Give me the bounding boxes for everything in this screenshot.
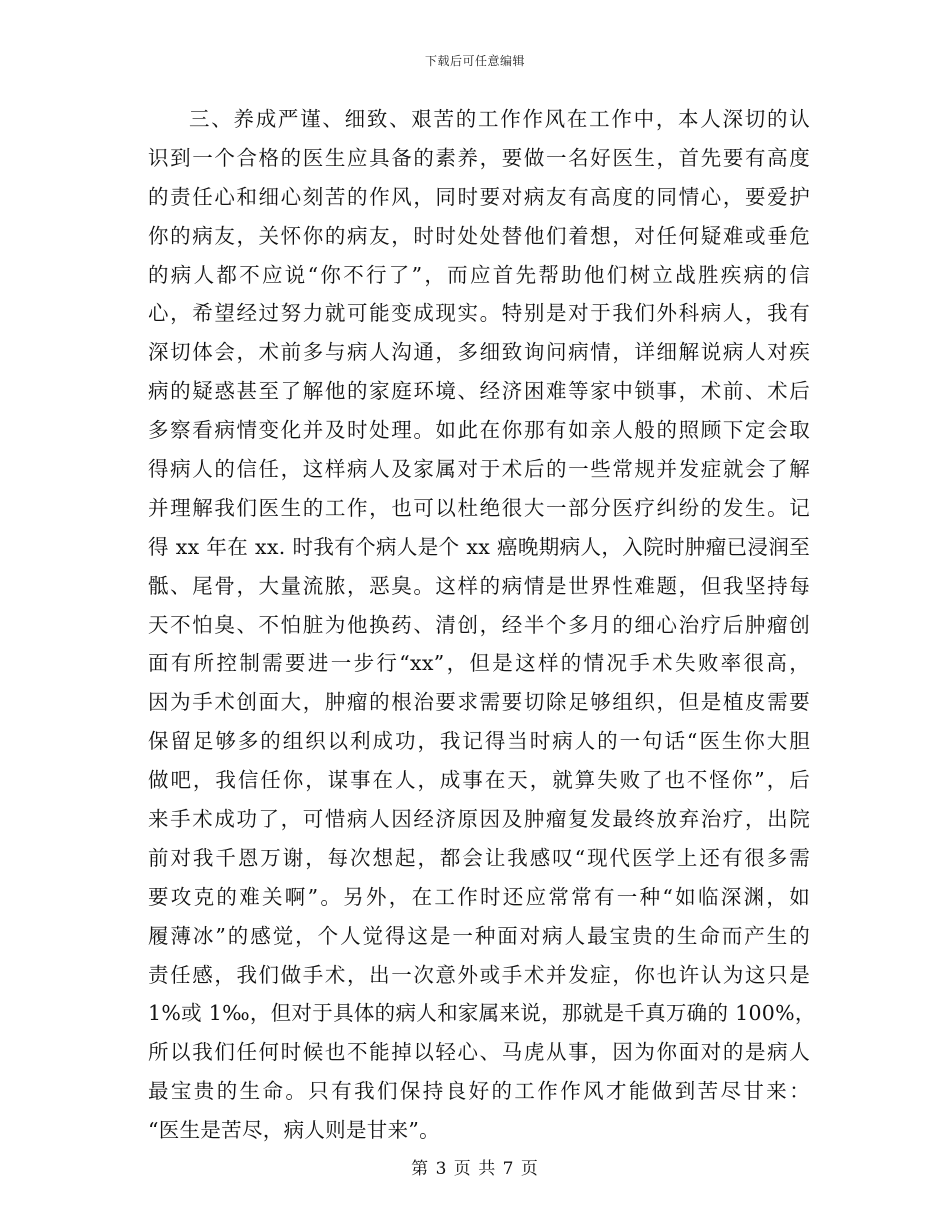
- text-line: 要攻克的难关啊”。另外，在工作时还应常常有一种“如临深渊，如: [148, 884, 810, 909]
- text-line: 得病人的信任，这样病人及家属对于术后的一些常规并发症就会了解: [148, 457, 810, 482]
- text-line: 最宝贵的生命。只有我们保持良好的工作作风才能做到苦尽甘来：: [148, 1079, 810, 1104]
- text-line: “医生是苦尽，病人则是甘来”。: [148, 1118, 440, 1143]
- text-line: 病的疑惑甚至了解他的家庭环境、经济困难等家中锁事，术前、术后: [148, 379, 810, 404]
- text-line: 多察看病情变化并及时处理。如此在你那有如亲人般的照顾下定会取: [148, 418, 810, 443]
- text-line: 三、养成严谨、细致、艰苦的工作作风在工作中，本人深切的认: [189, 107, 810, 131]
- text-line: 的责任心和细心刻苦的作风，同时要对病友有高度的同情心，要爱护: [148, 184, 810, 209]
- text-line: 责任感，我们做手术，出一次意外或手术并发症，你也许认为这只是: [148, 962, 810, 987]
- text-line: 所以我们任何时候也不能掉以轻心、马虎从事，因为你面对的是病人: [148, 1040, 810, 1065]
- text-line: 并理解我们医生的工作，也可以杜绝很大一部分医疗纠纷的发生。记: [148, 495, 810, 520]
- page-header: 下载后可任意编辑: [424, 54, 525, 68]
- text-line: 天不怕臭、不怕脏为他换药、清创，经半个多月的细心治疗后肿瘤创: [148, 612, 810, 637]
- text-line: 因为手术创面大，肿瘤的根治要求需要切除足够组织，但是植皮需要: [148, 690, 810, 715]
- text-line: 来手术成功了，可惜病人因经济原因及肿瘤复发最终放弃治疗，出院: [148, 807, 810, 832]
- text-line: 识到一个合格的医生应具备的素养，要做一名好医生，首先要有高度: [148, 145, 810, 170]
- text-line: 1%或 1‰，但对于具体的病人和家属来说，那就是千真万确的 100%，: [148, 1001, 816, 1026]
- text-line: 骶、尾骨，大量流脓，恶臭。这样的病情是世界性难题，但我坚持每: [148, 573, 810, 598]
- text-line: 心，希望经过努力就可能变成现实。特别是对于我们外科病人，我有: [148, 301, 810, 326]
- text-line: 深切体会，术前多与病人沟通，多细致询问病情，详细解说病人对疾: [148, 340, 810, 365]
- text-line: 的病人都不应说“你不行了”，而应首先帮助他们树立战胜疾病的信: [148, 262, 810, 287]
- body-paragraph: [148, 100, 816, 1150]
- text-line: 前对我千恩万谢，每次想起，都会让我感叹“现代医学上还有很多需: [148, 845, 810, 870]
- text-line: 履薄冰”的感觉，个人觉得这是一种面对病人最宝贵的生命而产生的: [148, 923, 810, 948]
- page-number-footer: 第 3 页 共 7 页: [411, 1159, 539, 1179]
- text-line: 你的病友，关怀你的病友，时时处处替他们着想，对任何疑难或垂危: [148, 223, 810, 248]
- text-line: 保留足够多的组织以利成功，我记得当时病人的一句话“医生你大胆: [148, 729, 810, 754]
- text-line: 面有所控制需要进一步行“xx”，但是这样的情况手术失败率很高，: [148, 651, 810, 676]
- text-line: 做吧，我信任你，谋事在人，成事在天，就算失败了也不怪你”，后: [148, 768, 810, 793]
- text-line: 得 xx 年在 xx. 时我有个病人是个 xx 癌晚期病人，入院时肿瘤已浸润至: [148, 534, 810, 559]
